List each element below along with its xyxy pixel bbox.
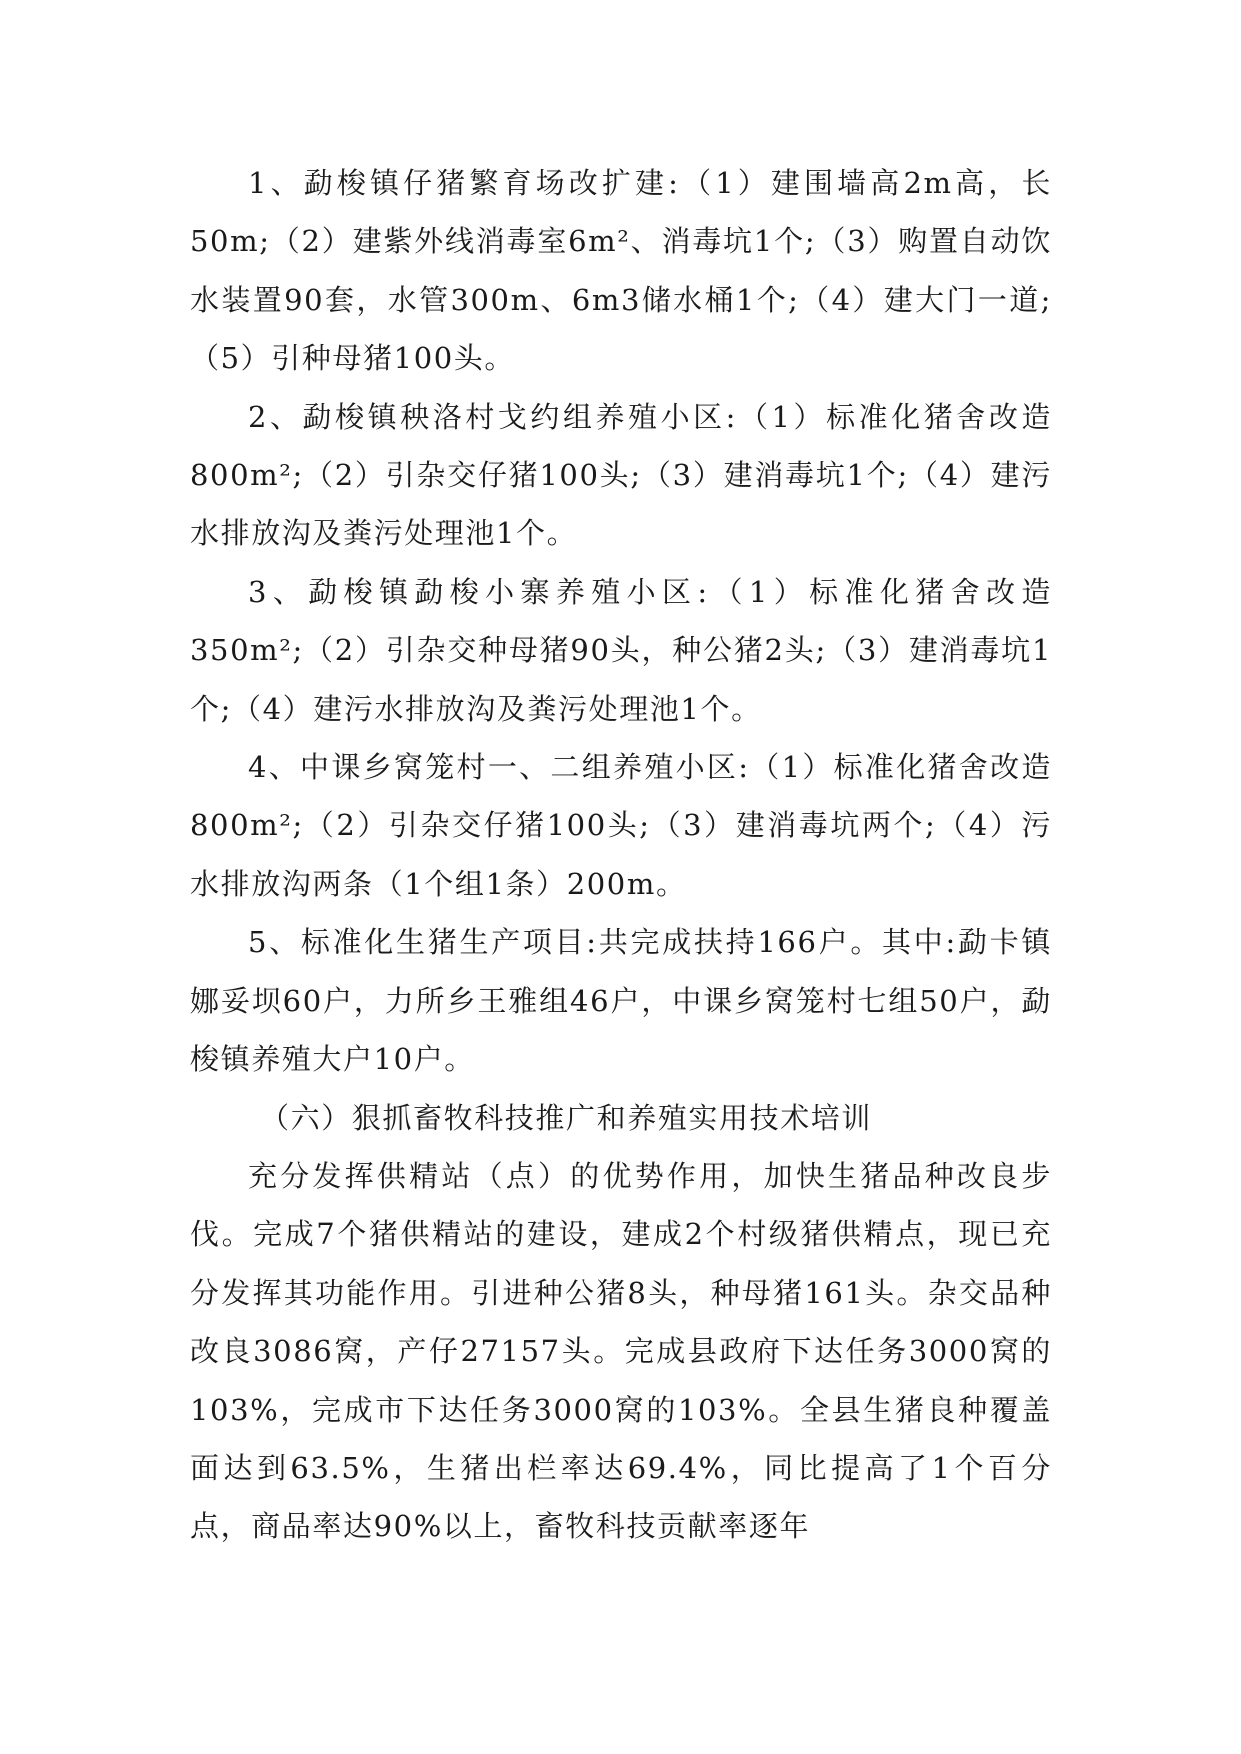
document-body xyxy=(190,154,1052,1556)
paragraph-item-1: 1、勐梭镇仔猪繁育场改扩建:（1）建围墙高2m高，长50m;（2）建紫外线消毒室6m²、消毒坑1个;（3）购置自动饮水装置90套，水管300m、6m3储水桶1个;（4）建大门一道;（5）引种母猪100头。 xyxy=(190,166,1052,376)
paragraph-item-4: 4、中课乡窝笼村一、二组养殖小区:（1）标准化猪舍改造800m²;（2）引杂交仔猪100头;（3）建消毒坑两个;（4）污水排放沟两条（1个组1条）200m。 xyxy=(190,750,1052,901)
paragraph-item-2: 2、勐梭镇秧洛村戈约组养殖小区:（1）标准化猪舍改造800m²;（2）引杂交仔猪100头;（3）建消毒坑1个;（4）建污水排放沟及粪污处理池1个。 xyxy=(190,399,1052,551)
section-heading: （六）狠抓畜牧科技推广和养殖实用技术培训 xyxy=(260,1100,873,1135)
body-paragraph: 充分发挥供精站（点）的优势作用，加快生猪品种改良步伐。完成7个猪供精站的建设，建成2个村级猪供精点，现已充分发挥其功能作用。引进种公猪8头，种母猪161头。杂交品种改良3086窝，产仔27157头。完成县政府下达任务3000窝的103%，完成市下达任务3000窝的103%。全县生猪良种覆盖面达到63.5%，生猪出栏率达69.4%，同比提高了1个百分点，商品率达90%以上，畜牧科技贡献率逐年 xyxy=(190,1158,1052,1544)
paragraph-item-3: 3、勐梭镇勐梭小寨养殖小区:（1）标准化猪舍改造350m²;（2）引杂交种母猪90头，种公猪2头;（3）建消毒坑1个;（4）建污水排放沟及粪污处理池1个。 xyxy=(190,574,1052,726)
paragraph-item-5: 5、标准化生猪生产项目:共完成扶持166户。其中:勐卡镇娜妥坝60户，力所乡王雅组46户，中课乡窝笼村七组50户，勐梭镇养殖大户10户。 xyxy=(190,925,1052,1077)
